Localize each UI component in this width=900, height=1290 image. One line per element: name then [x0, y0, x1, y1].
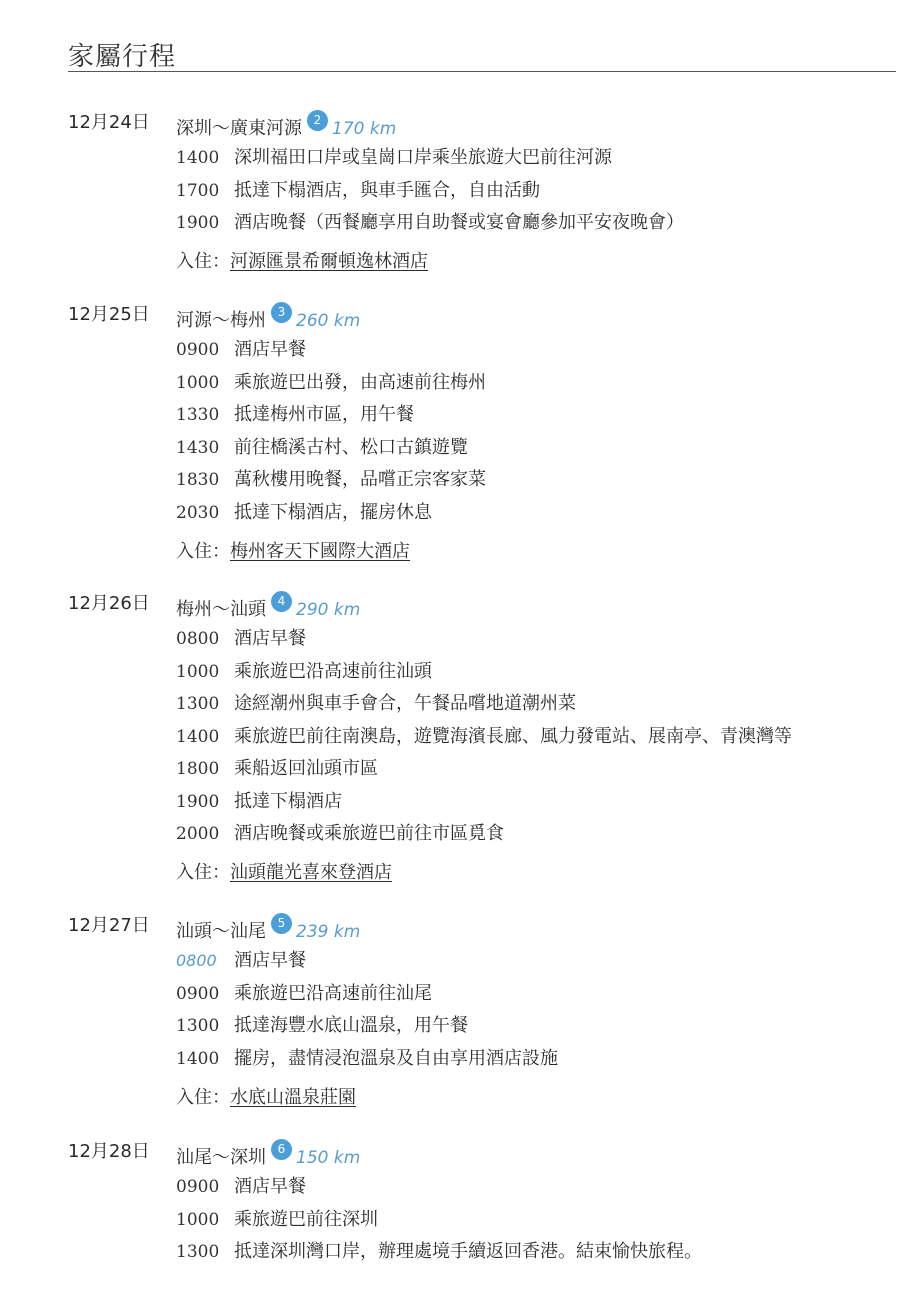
- schedule-item: [176, 337, 896, 363]
- schedule-description: 酒店早餐: [234, 950, 306, 971]
- stay-label: 入住：: [176, 862, 230, 883]
- day-date: 12月25日: [68, 304, 150, 325]
- schedule-item: [176, 821, 896, 847]
- schedule-time: 1000: [176, 372, 220, 393]
- schedule-description: 乘旅遊巴前往深圳: [234, 1208, 378, 1230]
- hotel-stay: [176, 1085, 356, 1111]
- schedule-description: 抵達下榻酒店: [234, 790, 342, 812]
- schedule-description: 酒店早餐: [234, 1176, 306, 1197]
- route-distance: 290 km: [296, 600, 361, 620]
- day-number-badge: 6: [271, 1139, 292, 1160]
- schedule-time: 1400: [176, 1048, 220, 1069]
- schedule-time: 2000: [176, 824, 220, 844]
- schedule-time: 1000: [176, 1209, 220, 1230]
- hotel-stay: [176, 539, 410, 565]
- schedule-time: 0800: [176, 629, 220, 649]
- route-distance: 260 km: [296, 311, 361, 331]
- schedule-time: 1000: [176, 661, 220, 682]
- day-route: [176, 1139, 360, 1171]
- route-distance: 150 km: [296, 1148, 361, 1168]
- route-text: 河源～梅州: [176, 310, 266, 331]
- schedule-time: 2030: [176, 502, 220, 523]
- hotel-link[interactable]: 河源匯景希爾頓逸林酒店: [230, 251, 428, 272]
- day-header: [0, 1139, 900, 1168]
- route-text: 汕尾～深圳: [176, 1147, 266, 1168]
- schedule-time: 1300: [176, 1242, 220, 1262]
- schedule-description: 抵達海豐水底山溫泉，用午餐: [234, 1015, 468, 1036]
- hotel-link[interactable]: 汕頭龍光喜來登酒店: [230, 862, 392, 883]
- schedule-description: 抵達下榻酒店，擺房休息: [234, 501, 432, 523]
- schedule-description: 乘旅遊巴沿高速前往汕頭: [234, 660, 432, 682]
- day-date: 12月28日: [68, 1141, 150, 1162]
- day-route: [176, 591, 360, 623]
- schedule-description: 酒店晚餐（西餐廳享用自助餐或宴會廳參加平安夜晚會）: [234, 212, 684, 233]
- schedule-item: [176, 210, 896, 236]
- schedule-description: 抵達深圳灣口岸，辦理處境手續返回香港。結束愉快旅程。: [234, 1241, 702, 1262]
- schedule-time: 1430: [176, 437, 220, 458]
- schedule-item: [176, 948, 896, 974]
- schedule-item: [176, 756, 896, 782]
- route-text: 深圳～廣東河源: [176, 118, 302, 139]
- schedule-description: 乘船返回汕頭市區: [234, 758, 378, 779]
- day-number-badge: 2: [307, 110, 328, 131]
- schedule-item: [176, 1174, 896, 1200]
- schedule-description: 乘旅遊巴前往南澳島，遊覽海濱長廊、風力發電站、展南亭、青澳灣等: [234, 725, 792, 747]
- schedule-item: [176, 1046, 896, 1072]
- schedule-description: 深圳福田口岸或皇崗口岸乘坐旅遊大巴前往河源: [234, 147, 612, 168]
- schedule-item: [176, 691, 896, 717]
- schedule-item: [176, 981, 896, 1007]
- schedule-time: 1900: [176, 213, 220, 233]
- day-header: [0, 110, 900, 139]
- schedule-description: 萬秋樓用晚餐，品嚐正宗客家菜: [234, 469, 486, 490]
- schedule-item: [176, 145, 896, 171]
- stay-label: 入住：: [176, 540, 230, 562]
- day-number-badge: 4: [271, 591, 292, 612]
- schedule-description: 途經潮州與車手會合，午餐品嚐地道潮州菜: [234, 693, 576, 714]
- day-route: [176, 302, 360, 334]
- schedule-item: [176, 789, 896, 815]
- schedule-time: 0900: [176, 983, 220, 1004]
- schedule-time: 1300: [176, 694, 220, 714]
- day-number-badge: 3: [271, 302, 292, 323]
- page-title: 家屬行程: [68, 42, 177, 72]
- schedule-time: 1900: [176, 791, 220, 812]
- day-route: [176, 110, 396, 142]
- schedule-item: [176, 402, 896, 428]
- schedule-time: 0900: [176, 1177, 220, 1197]
- schedule-description: 酒店早餐: [234, 628, 306, 649]
- schedule-description: 乘旅遊巴出發，由高速前往梅州: [234, 371, 486, 393]
- schedule-time: 1400: [176, 726, 220, 747]
- schedule-time: 1400: [176, 148, 220, 168]
- day-header: [0, 302, 900, 331]
- schedule-time: 1700: [176, 180, 220, 201]
- schedule-time: 0800: [176, 951, 217, 970]
- hotel-link[interactable]: 梅州客天下國際大酒店: [230, 540, 410, 562]
- day-date: 12月27日: [68, 915, 150, 936]
- schedule-time: 0900: [176, 340, 220, 360]
- schedule-description: 擺房，盡情浸泡溫泉及自由享用酒店設施: [234, 1047, 558, 1069]
- schedule-description: 前往橋溪古村、松口古鎮遊覽: [234, 436, 468, 458]
- route-text: 汕頭～汕尾: [176, 921, 266, 942]
- hotel-stay: [176, 860, 392, 886]
- schedule-time: 1330: [176, 405, 220, 425]
- schedule-description: 乘旅遊巴沿高速前往汕尾: [234, 982, 432, 1004]
- schedule-item: [176, 467, 896, 493]
- stay-label: 入住：: [176, 251, 230, 272]
- schedule-item: [176, 1013, 896, 1039]
- schedule-time: 1800: [176, 759, 220, 779]
- schedule-time: 1830: [176, 470, 220, 490]
- schedule-item: [176, 500, 896, 526]
- route-distance: 170 km: [332, 119, 397, 139]
- schedule-item: [176, 659, 896, 685]
- schedule-description: 抵達下榻酒店，與車手匯合，自由活動: [234, 179, 540, 201]
- schedule-item: [176, 370, 896, 396]
- hotel-link[interactable]: 水底山溫泉莊園: [230, 1086, 356, 1108]
- hotel-stay: [176, 249, 428, 275]
- day-header: [0, 913, 900, 942]
- schedule-description: 酒店晚餐或乘旅遊巴前往市區覓食: [234, 823, 504, 844]
- day-number-badge: 5: [271, 913, 292, 934]
- schedule-description: 抵達梅州市區，用午餐: [234, 404, 414, 425]
- schedule-time: 1300: [176, 1016, 220, 1036]
- schedule-item: [176, 1239, 896, 1265]
- day-route: [176, 913, 360, 945]
- schedule-description: 酒店早餐: [234, 339, 306, 360]
- schedule-item: [176, 626, 896, 652]
- schedule-item: [176, 1207, 896, 1233]
- day-date: 12月24日: [68, 112, 150, 133]
- route-distance: 239 km: [296, 922, 361, 942]
- day-date: 12月26日: [68, 593, 150, 614]
- schedule-item: [176, 178, 896, 204]
- day-header: [0, 591, 900, 620]
- stay-label: 入住：: [176, 1086, 230, 1108]
- schedule-item: [176, 435, 896, 461]
- title-divider: [68, 71, 896, 72]
- route-text: 梅州～汕頭: [176, 599, 266, 620]
- schedule-item: [176, 724, 896, 750]
